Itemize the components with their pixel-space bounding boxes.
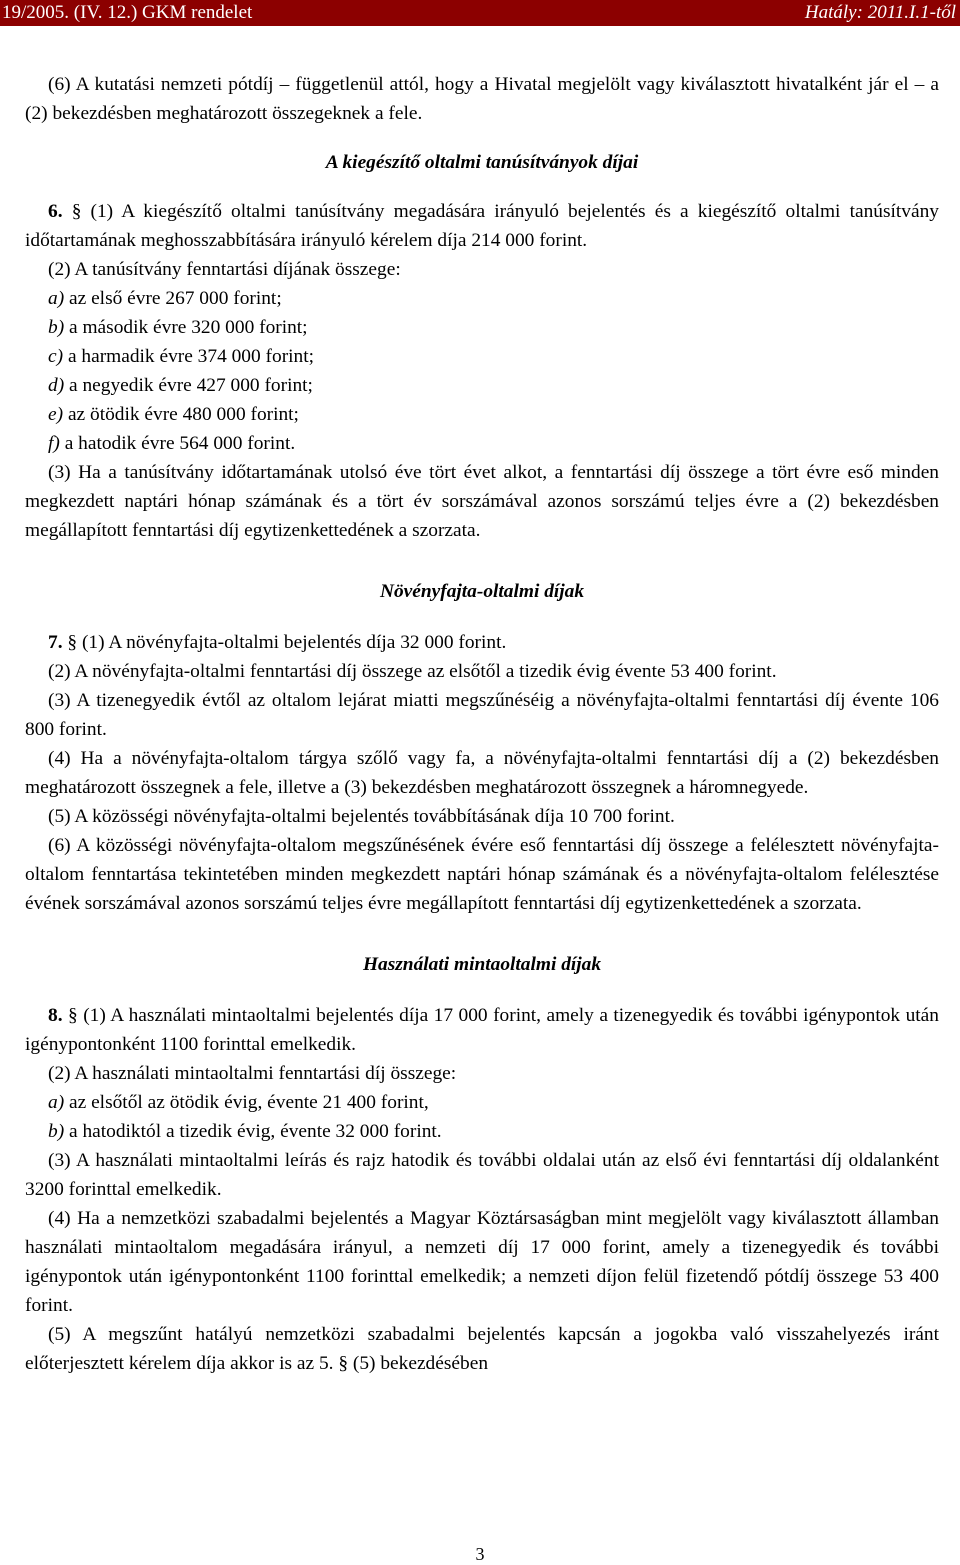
list-marker: a) — [48, 288, 65, 309]
section-sign: § — [67, 632, 78, 653]
paragraph-text: (1) A növényfajta-oltalmi bejelentés díja 32 000 forint. — [81, 632, 507, 653]
paragraph-8-2: (2) A használati mintaoltalmi fenntartási díj összege: — [48, 1063, 457, 1084]
section-sign: § — [68, 1005, 78, 1026]
header-decree-title: 19/2005. (IV. 12.) GKM rendelet — [2, 2, 253, 23]
page-number: 3 — [475, 1544, 485, 1564]
section-heading-supplementary-certificates: A kiegészítő oltalmi tanúsítványok díjai — [325, 152, 639, 173]
list-text: az ötödik évre 480 000 forint; — [67, 404, 299, 425]
paragraph-5-6: (6) A kutatási nemzeti pótdíj – függetlenül attól, hogy a Hivatal megjelölt vagy kiválasztott hivatalként jár el – a (2) bekezdésben meghatározott összegeknek a fele. — [25, 74, 939, 124]
list-text: a harmadik évre 374 000 forint; — [67, 346, 315, 367]
list-text: a negyedik évre 427 000 forint; — [69, 375, 313, 396]
list-item — [25, 1088, 939, 1117]
paragraph-6-1 — [25, 197, 939, 255]
header-bar — [0, 0, 960, 26]
paragraph-7-3: (3) A tizenegyedik évtől az oltalom lejárat miatti megszűnéséig a növényfajta-oltalmi fenntartási díj évente 106 800 forint. — [25, 690, 939, 740]
paragraph-8-5: (5) A megszűnt hatályú nemzetközi szabadalmi bejelentés kapcsán a jogokba való visszahelyezés iránt előterjesztett kérelem díja akkor is az 5. § (5) bekezdésében — [25, 1324, 939, 1374]
list-marker: f) — [48, 433, 60, 454]
fee-list-6 — [25, 284, 939, 458]
list-marker: b) — [48, 317, 65, 338]
paragraph-8-1 — [25, 1001, 939, 1059]
list-item — [25, 1117, 939, 1146]
list-marker: a) — [48, 1092, 65, 1113]
paragraph-text: (1) A használati mintaoltalmi bejelentés díja 17 000 forint, amely a tizenegyedik és további igénypontok után igénypontonként 1100 forinttal emelkedik. — [25, 1005, 939, 1055]
paragraph-8-3: (3) A használati mintaoltalmi leírás és rajz hatodik és további oldalai után az első évi fenntartási díj oldalanként 3200 forinttal emelkedik. — [25, 1150, 939, 1200]
section-sign: § — [71, 201, 82, 222]
list-item — [25, 342, 939, 371]
section-number: 6. — [48, 201, 63, 222]
section-heading-plant-variety: Növényfajta-oltalmi díjak — [379, 581, 585, 602]
section-6 — [25, 197, 939, 545]
section-7 — [25, 628, 939, 918]
paragraph-8-4: (4) Ha a nemzetközi szabadalmi bejelentés a Magyar Köztársaságban mint megjelölt vagy kiválasztott államban használati mintaoltalom megadására irányul, a nemzeti díj 17 000 forint, amely a tizenegyedik és további igénypontok után igénypontonként 1100 forinttal emelkedik; a nemzeti díjon felül fizetendő pótdíj összege 53 400 forint. — [25, 1208, 939, 1316]
list-item — [25, 284, 939, 313]
paragraph-6-2: (2) A tanúsítvány fenntartási díjának összege: — [48, 259, 401, 280]
paragraph-7-1 — [25, 628, 939, 657]
paragraph-6-3: (3) Ha a tanúsítvány időtartamának utolsó éve tört évet alkot, a fenntartási díj összege a tört évre eső minden megkezdett naptári hónap számának és a tört év sorszámával azonos sorszámú teljes évre a (2) bekezdésben megállapított fenntartási díj egytizenkettedének a szorzata. — [25, 462, 939, 541]
paragraph-text: (1) A kiegészítő oltalmi tanúsítvány megadására irányuló bejelentés és a kiegészítő oltalmi tanúsítvány időtartamának meghosszabbítására irányuló kérelem díja 214 000 forint. — [25, 201, 939, 251]
document-body — [25, 70, 939, 1378]
list-marker: b) — [48, 1121, 65, 1142]
list-text: az elsőtől az ötödik évig, évente 21 400 forint, — [69, 1092, 429, 1113]
fee-list-8 — [25, 1088, 939, 1146]
list-text: a hatodiktól a tizedik évig, évente 32 000 forint. — [69, 1121, 442, 1142]
list-text: a hatodik évre 564 000 forint. — [64, 433, 296, 454]
list-item — [25, 313, 939, 342]
list-marker: c) — [48, 346, 64, 367]
section-8 — [25, 1001, 939, 1378]
paragraph-7-6: (6) A közösségi növényfajta-oltalom megszűnésének évére eső fenntartási díj összege a felélesztett növényfajta-oltalom fenntartása tekintetében minden megkezdett naptári hónap számának és a növényfajta-oltalom felélesztése évének sorszámával azonos sorszámú teljes évre megállapított fenntartási díj egytizenkettedének a szorzata. — [25, 835, 939, 914]
list-item — [25, 429, 939, 458]
list-marker: e) — [48, 404, 64, 425]
paragraph-7-2: (2) A növényfajta-oltalmi fenntartási díj összege az elsőtől a tizedik évig évente 53 400 forint. — [48, 661, 777, 682]
list-item — [25, 371, 939, 400]
list-marker: d) — [48, 375, 65, 396]
list-text: a második évre 320 000 forint; — [69, 317, 308, 338]
list-text: az első évre 267 000 forint; — [69, 288, 282, 309]
header-effective-date: Hatály: 2011.I.1-től — [804, 2, 956, 23]
section-number: 8. — [48, 1005, 63, 1026]
section-heading-utility-model: Használati mintaoltalmi díjak — [362, 954, 602, 975]
paragraph-7-4: (4) Ha a növényfajta-oltalom tárgya szőlő vagy fa, a növényfajta-oltalmi fenntartási díj a (2) bekezdésben meghatározott összegnek a fele, illetve a (3) bekezdésben meghatározott összegnek a háromnegyede. — [25, 748, 939, 798]
section-number: 7. — [48, 632, 63, 653]
list-item — [25, 400, 939, 429]
paragraph-7-5: (5) A közösségi növényfajta-oltalmi bejelentés továbbításának díja 10 700 forint. — [48, 806, 675, 827]
